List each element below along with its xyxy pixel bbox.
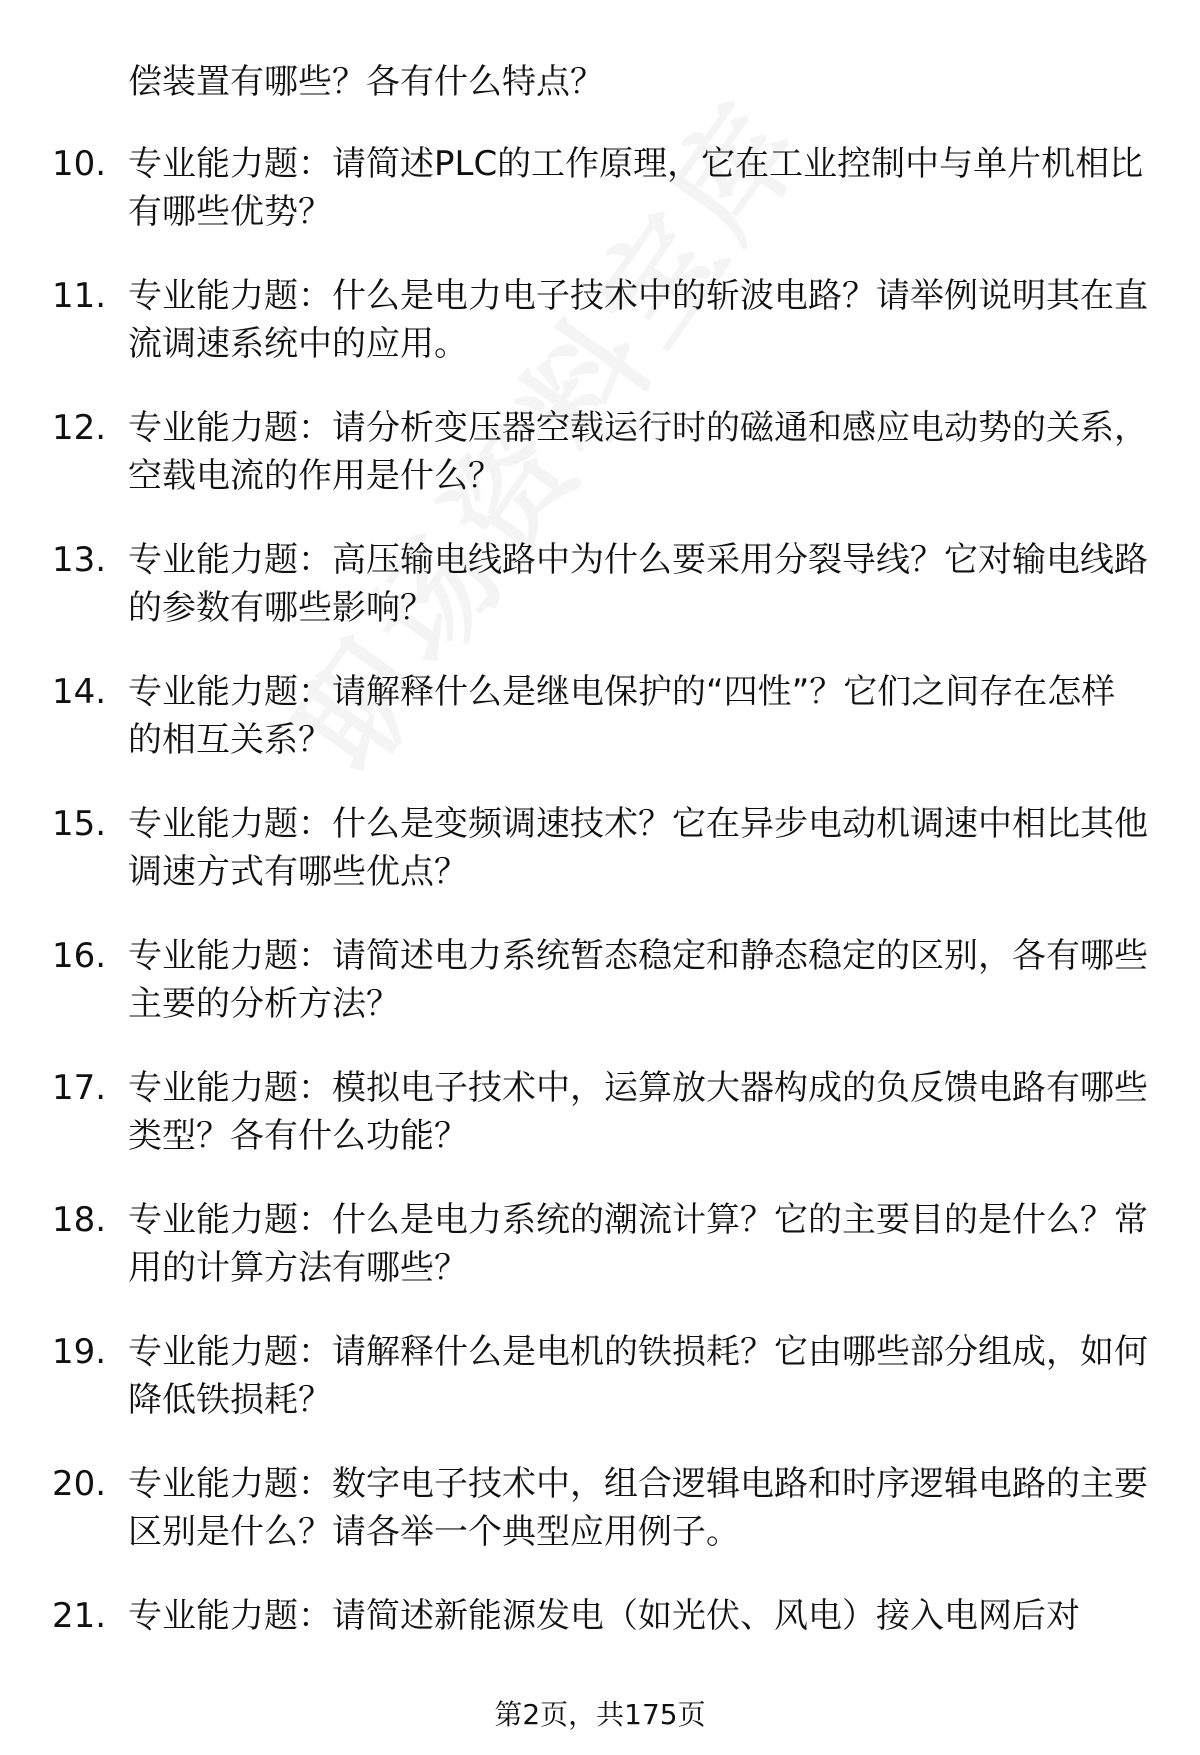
question-number: 19. — [52, 1332, 107, 1372]
page-footer: 第2页，共175页 — [494, 1698, 706, 1731]
question-number: 14. — [52, 672, 107, 712]
continued-question-text: 偿装置有哪些？各有什么特点？ — [128, 62, 604, 102]
question-item — [0, 932, 1200, 1064]
question-number: 20. — [52, 1464, 107, 1504]
question-text: 专业能力题：请简述新能源发电（如光伏、风电）接入电网后对 — [128, 1596, 1080, 1636]
question-number: 10. — [52, 144, 107, 184]
question-text: 专业能力题：什么是电力系统的潮流计算？它的主要目的是什么？常用的计算方法有哪些？ — [128, 1200, 1148, 1288]
question-item — [0, 800, 1200, 932]
question-text: 专业能力题：请解释什么是电机的铁损耗？它由哪些部分组成，如何降低铁损耗？ — [128, 1332, 1148, 1420]
question-item — [0, 140, 1200, 272]
question-number: 16. — [52, 936, 107, 976]
question-number: 13. — [52, 540, 107, 580]
question-item — [0, 272, 1200, 404]
question-item — [0, 1196, 1200, 1328]
question-text: 专业能力题：请分析变压器空载运行时的磁通和感应电动势的关系，空载电流的作用是什么？ — [128, 408, 1148, 496]
question-item — [0, 668, 1200, 800]
question-text: 专业能力题：什么是变频调速技术？它在异步电动机调速中相比其他调速方式有哪些优点？ — [128, 804, 1148, 892]
question-item — [0, 1328, 1200, 1460]
question-number: 21. — [52, 1596, 107, 1636]
question-text: 专业能力题：什么是电力电子技术中的斩波电路？请举例说明其在直流调速系统中的应用。 — [128, 276, 1148, 364]
question-item — [0, 1064, 1200, 1196]
question-item — [0, 1460, 1200, 1592]
question-number: 17. — [52, 1068, 107, 1108]
question-text: 专业能力题：高压输电线路中为什么要采用分裂导线？它对输电线路的参数有哪些影响？ — [128, 540, 1148, 628]
question-item — [0, 536, 1200, 668]
question-number: 11. — [52, 276, 107, 316]
question-number: 18. — [52, 1200, 107, 1240]
question-text: 专业能力题：数字电子技术中，组合逻辑电路和时序逻辑电路的主要区别是什么？请各举一个典型应用例子。 — [128, 1464, 1148, 1552]
question-text: 专业能力题：请简述PLC的工作原理，它在工业控制中与单片机相比有哪些优势？ — [128, 144, 1144, 232]
question-text: 专业能力题：请简述电力系统暂态稳定和静态稳定的区别，各有哪些主要的分析方法？ — [128, 936, 1148, 1024]
question-text: 专业能力题：模拟电子技术中，运算放大器构成的负反馈电路有哪些类型？各有什么功能？ — [128, 1068, 1148, 1156]
question-text: 专业能力题：请解释什么是继电保护的“四性”？它们之间存在怎样的相互关系？ — [128, 672, 1116, 760]
question-list — [0, 140, 1200, 1724]
question-number: 12. — [52, 408, 107, 448]
question-number: 15. — [52, 804, 107, 844]
question-item — [0, 404, 1200, 536]
